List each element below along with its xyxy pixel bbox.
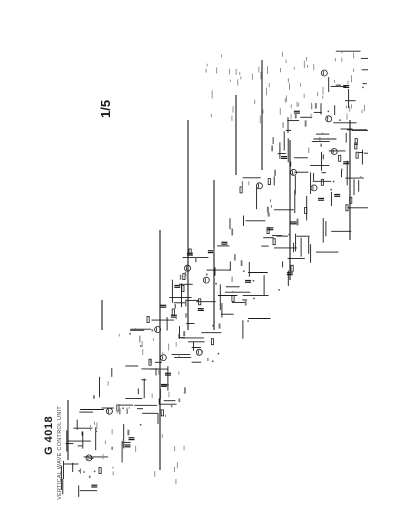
annotation-mark: [127, 430, 129, 436]
annotation-mark: [304, 61, 305, 68]
annotation-mark: [353, 69, 354, 72]
annotation-mark: [341, 169, 342, 171]
annotation-mark: [311, 114, 312, 119]
transistor-symbol: [326, 116, 332, 122]
annotation-mark: [108, 381, 109, 385]
annotation-mark: [206, 273, 208, 275]
annotation-mark: [112, 467, 113, 469]
resistor-symbol: [305, 208, 307, 214]
model-label: G 4018: [43, 415, 55, 455]
transistor-symbol: [256, 183, 262, 189]
annotation-mark: [280, 108, 281, 115]
resistor-symbol: [346, 205, 348, 211]
annotation-mark: [184, 391, 185, 394]
annotation-mark: [282, 52, 283, 57]
annotation-mark: [317, 92, 318, 96]
annotation-mark: [260, 116, 261, 124]
page-number: 1/5: [98, 99, 113, 118]
junction-dot: [362, 87, 364, 89]
annotation-mark: [233, 106, 234, 112]
annotation-mark: [117, 410, 118, 414]
transistor-symbol: [321, 70, 327, 76]
annotation-mark: [178, 372, 179, 375]
transistor-symbol: [311, 185, 317, 191]
annotation-mark: [183, 331, 185, 336]
annotation-mark: [90, 425, 91, 431]
annotation-mark: [154, 471, 155, 477]
transistor-symbol: [106, 408, 112, 414]
annotation-mark: [263, 110, 264, 114]
resistor-symbol: [355, 143, 357, 149]
annotation-mark: [162, 434, 163, 438]
annotation-mark: [362, 110, 363, 113]
annotation-mark: [342, 51, 343, 53]
annotation-mark: [252, 74, 253, 80]
annotation-mark: [112, 429, 113, 434]
annotation-mark: [212, 90, 213, 98]
junction-dot: [140, 424, 142, 426]
annotation-mark: [234, 254, 236, 260]
annotation-mark: [242, 181, 243, 186]
annotation-mark: [230, 80, 231, 82]
junction-dot: [140, 345, 142, 347]
junction-dot: [135, 328, 137, 330]
annotation-mark: [179, 399, 181, 403]
annotation-mark: [185, 272, 186, 277]
annotation-mark: [142, 349, 143, 355]
junction-dot: [83, 471, 85, 473]
junction-dot: [288, 234, 290, 236]
annotation-mark: [231, 229, 233, 236]
annotation-mark: [152, 329, 154, 331]
annotation-mark: [300, 83, 301, 87]
annotation-mark: [152, 393, 153, 398]
resistor-symbol: [321, 179, 323, 185]
resistor-symbol: [189, 249, 191, 255]
annotation-mark: [351, 75, 352, 82]
annotation-mark: [341, 58, 342, 62]
resistor-symbol: [147, 317, 149, 323]
annotation-mark: [216, 67, 217, 73]
annotation-mark: [286, 59, 287, 63]
junction-dot: [201, 351, 203, 353]
annotation-mark: [89, 476, 91, 478]
annotation-mark: [288, 78, 289, 83]
annotation-mark: [236, 69, 237, 75]
annotation-mark: [298, 103, 299, 107]
annotation-mark: [237, 79, 238, 85]
annotation-mark: [348, 81, 349, 85]
annotation-mark: [239, 72, 240, 75]
junction-dot: [212, 360, 214, 362]
junction-dot: [243, 270, 245, 272]
transistor-symbol: [331, 149, 337, 155]
annotation-mark: [297, 102, 298, 107]
annotation-mark: [158, 368, 159, 375]
annotation-mark: [360, 176, 361, 178]
annotation-mark: [176, 479, 177, 484]
resistor-symbol: [182, 285, 184, 291]
annotation-mark: [323, 87, 324, 95]
annotation-mark: [180, 275, 182, 280]
annotation-mark: [174, 446, 175, 451]
annotation-mark: [308, 148, 309, 154]
annotation-mark: [315, 103, 317, 108]
annotation-mark: [105, 441, 106, 445]
transistor-symbol: [196, 349, 202, 355]
annotation-mark: [280, 68, 281, 72]
annotation-mark: [313, 64, 314, 71]
annotation-mark: [306, 57, 307, 61]
annotation-mark: [165, 415, 166, 418]
junction-dot: [253, 298, 255, 300]
junction-dot: [218, 353, 220, 355]
junction-dot: [94, 471, 96, 473]
resistor-symbol: [356, 152, 358, 158]
resistor-symbol: [172, 309, 174, 315]
junction-dot: [278, 289, 280, 291]
annotation-mark: [161, 409, 162, 413]
annotation-mark: [353, 52, 354, 58]
annotation-mark: [307, 65, 308, 68]
annotation-mark: [320, 144, 322, 147]
junction-dot: [328, 111, 330, 113]
resistor-symbol: [350, 197, 352, 203]
annotation-mark: [150, 360, 151, 363]
annotation-mark: [322, 96, 323, 99]
annotation-mark: [153, 338, 154, 341]
annotation-mark: [305, 120, 307, 126]
annotation-mark: [271, 205, 272, 208]
transistor-symbol: [203, 277, 209, 283]
annotation-mark: [195, 258, 197, 263]
annotation-mark: [142, 341, 143, 347]
junction-dot: [129, 333, 131, 335]
annotation-mark: [248, 181, 249, 185]
annotation-mark: [285, 98, 286, 103]
annotation-mark: [178, 334, 179, 339]
resistor-symbol: [240, 187, 242, 193]
annotation-mark: [229, 69, 230, 75]
annotation-mark: [162, 352, 163, 357]
annotation-mark: [270, 199, 271, 202]
annotation-mark: [177, 462, 178, 468]
transistor-symbol: [160, 355, 166, 361]
resistor-symbol: [268, 179, 270, 185]
annotation-mark: [286, 95, 287, 102]
junction-dot: [215, 283, 217, 285]
annotation-mark: [297, 219, 299, 226]
annotation-mark: [187, 274, 189, 279]
annotation-mark: [267, 207, 269, 213]
resistor-symbol: [232, 296, 234, 302]
unit-title: VERTICAL WAVE CONTROL UNIT: [57, 405, 63, 500]
annotation-mark: [119, 334, 120, 337]
junction-dot: [122, 407, 124, 409]
annotation-mark: [211, 114, 212, 117]
annotation-mark: [176, 317, 177, 320]
annotation-mark: [347, 114, 348, 120]
junction-dot: [95, 431, 97, 433]
junction-dot: [212, 325, 214, 327]
annotation-mark: [135, 446, 136, 452]
junction-dot: [322, 133, 324, 135]
annotation-mark: [185, 300, 187, 307]
annotation-mark: [261, 72, 262, 79]
annotation-mark: [94, 422, 95, 425]
annotation-mark: [335, 58, 336, 61]
junction-dot: [201, 308, 203, 310]
annotation-mark: [291, 114, 292, 119]
annotation-mark: [168, 344, 169, 351]
annotation-mark: [240, 77, 241, 80]
annotation-mark: [289, 83, 290, 90]
annotation-mark: [271, 146, 273, 152]
annotation-mark: [184, 446, 185, 451]
annotation-mark: [232, 116, 233, 121]
annotation-mark: [351, 104, 352, 108]
annotation-mark: [113, 471, 114, 475]
junction-dot: [292, 173, 294, 175]
annotation-mark: [93, 395, 95, 398]
annotation-mark: [258, 67, 259, 73]
annotation-mark: [292, 271, 293, 276]
resistor-symbol: [339, 155, 341, 161]
annotation-mark: [266, 88, 267, 95]
annotation-mark: [97, 422, 98, 429]
annotation-mark: [241, 260, 243, 266]
resistor-symbol: [161, 410, 163, 416]
annotation-mark: [213, 248, 214, 254]
junction-dot: [333, 181, 335, 183]
annotation-mark: [254, 100, 255, 104]
annotation-mark: [269, 83, 270, 87]
annotation-mark: [283, 122, 284, 128]
annotation-mark: [334, 80, 335, 83]
annotation-mark: [221, 55, 222, 58]
annotation-mark: [160, 352, 161, 355]
annotation-mark: [349, 106, 350, 112]
annotation-mark: [103, 454, 104, 459]
annotation-mark: [319, 137, 320, 141]
annotation-mark: [171, 404, 172, 407]
annotation-mark: [207, 358, 208, 361]
junction-dot: [253, 280, 255, 282]
resistor-symbol: [211, 339, 213, 345]
annotation-mark: [245, 300, 247, 306]
resistor-symbol: [183, 274, 185, 280]
annotation-mark: [112, 447, 113, 449]
annotation-mark: [304, 94, 305, 98]
annotation-mark: [232, 277, 233, 282]
annotation-mark: [139, 336, 140, 343]
annotation-mark: [274, 170, 276, 176]
annotation-mark: [294, 67, 295, 70]
annotation-mark: [80, 469, 81, 474]
annotation-mark: [346, 106, 347, 109]
annotation-mark: [364, 105, 365, 111]
resistor-symbol: [99, 468, 101, 474]
annotation-mark: [219, 323, 221, 328]
annotation-mark: [311, 105, 312, 110]
junction-dot: [330, 189, 332, 191]
annotation-mark: [295, 113, 297, 118]
annotation-mark: [206, 69, 207, 73]
annotation-mark: [214, 319, 215, 324]
resistor-symbol: [291, 265, 293, 271]
annotation-mark: [267, 66, 268, 74]
resistor-symbol: [273, 239, 275, 245]
annotation-mark: [129, 407, 130, 409]
annotation-mark: [207, 64, 208, 67]
annotation-mark: [291, 104, 292, 108]
annotation-mark: [126, 407, 127, 411]
junction-dot: [247, 320, 249, 322]
annotation-mark: [169, 392, 170, 398]
annotation-mark: [268, 213, 270, 217]
annotation-mark: [176, 342, 177, 347]
junction-dot: [232, 291, 234, 293]
annotation-mark: [179, 354, 180, 357]
annotation-mark: [123, 439, 124, 446]
annotation-mark: [119, 410, 120, 413]
junction-dot: [339, 119, 341, 121]
annotation-mark: [273, 137, 274, 144]
annotation-mark: [174, 467, 175, 472]
resistor-symbol: [267, 228, 269, 234]
